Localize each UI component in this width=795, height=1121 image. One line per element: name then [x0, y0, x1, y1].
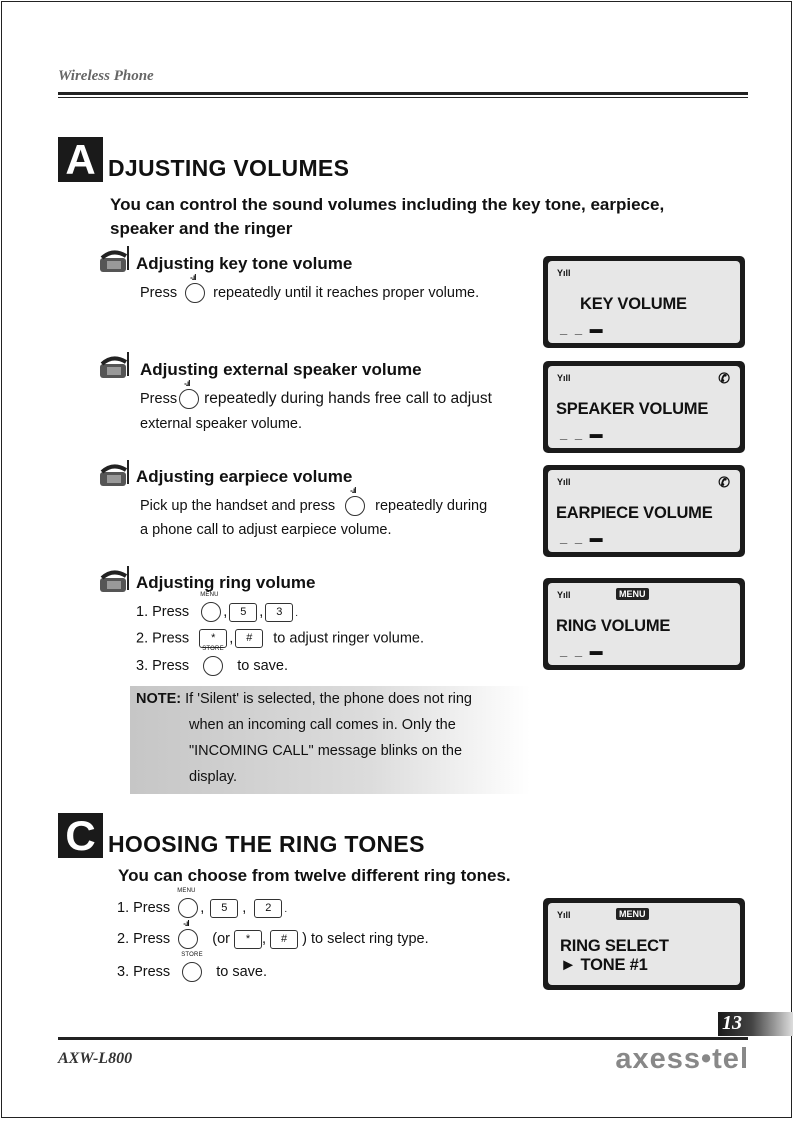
- phone-icon: [98, 350, 132, 384]
- tone-step-1: 1. Press MENU , 5 , 2 .: [117, 898, 287, 918]
- volume-key[interactable]: -.ıl: [345, 496, 365, 516]
- header-title: Wireless Phone: [58, 68, 154, 84]
- section-c-title: HOOSING THE RING TONES: [108, 831, 425, 857]
- volume-key[interactable]: -.ıl: [185, 283, 205, 303]
- menu-indicator: MENU: [616, 908, 649, 920]
- key-5[interactable]: 5: [210, 899, 238, 918]
- tone-step-3: 3. Press STORE to save.: [117, 962, 267, 982]
- handset-icon: ✆: [718, 370, 730, 386]
- lcd-key-volume: [543, 256, 745, 348]
- page-number: 13: [722, 1012, 742, 1034]
- volume-bars: _ _ ▬: [560, 643, 605, 658]
- signal-icon: Yıll: [557, 373, 571, 383]
- note-line-2: when an incoming call comes in. Only the: [189, 717, 456, 733]
- volume-bars: _ _ ▬: [560, 530, 605, 545]
- ring-step-3: 3. Press STORE to save.: [136, 656, 288, 676]
- key-3[interactable]: 3: [265, 603, 293, 622]
- lcd-ring-select-text: RING SELECT: [560, 937, 669, 955]
- signal-icon: Yıll: [557, 477, 571, 487]
- brand-logo: axess•tel: [615, 1043, 749, 1075]
- earpiece-title: Adjusting earpiece volume: [136, 467, 353, 486]
- volume-bars: _ _ ▬: [560, 321, 605, 336]
- store-key[interactable]: STORE: [203, 656, 223, 676]
- header-rule: [58, 92, 748, 95]
- lcd-earpiece-volume-text: EARPIECE VOLUME: [556, 504, 713, 522]
- section-a-intro-2: speaker and the ringer: [110, 219, 293, 238]
- lcd-earpiece-volume: [543, 465, 745, 557]
- ring-step-2: 2. Press * , # to adjust ringer volume.: [136, 630, 424, 647]
- speaker-instruction-2: external speaker volume.: [140, 416, 302, 432]
- phone-icon: [98, 564, 132, 598]
- volume-key[interactable]: -.ıl: [178, 929, 198, 949]
- note-box: [130, 686, 530, 794]
- key-tone-instruction: Press -.ıl repeatedly until it reaches proper volume.: [140, 283, 479, 303]
- volume-bars: _ _ ▬: [560, 426, 605, 441]
- speaker-instruction: Press -.ıl repeatedly during hands free call to adjust: [140, 389, 492, 409]
- speaker-title: Adjusting external speaker volume: [140, 360, 422, 379]
- menu-key[interactable]: MENU: [201, 602, 221, 622]
- footer-rule: [58, 1037, 748, 1040]
- volume-key[interactable]: -.ıl: [179, 389, 199, 409]
- note-line-1: NOTE: If 'Silent' is selected, the phone does not ring: [136, 691, 472, 707]
- section-a-intro-1: You can control the sound volumes including the key tone, earpiece,: [110, 195, 665, 214]
- key-2[interactable]: 2: [254, 899, 282, 918]
- key-tone-title: Adjusting key tone volume: [136, 254, 353, 273]
- earpiece-instruction-2: a phone call to adjust earpiece volume.: [140, 522, 392, 538]
- section-c-letter: C: [58, 813, 103, 858]
- key-5[interactable]: 5: [229, 603, 257, 622]
- menu-key[interactable]: MENU: [178, 898, 198, 918]
- signal-icon: Yıll: [557, 590, 571, 600]
- ring-title: Adjusting ring volume: [136, 573, 316, 592]
- store-key[interactable]: STORE: [182, 962, 202, 982]
- lcd-key-volume-text: KEY VOLUME: [580, 295, 687, 313]
- hash-key[interactable]: #: [270, 930, 298, 949]
- lcd-speaker-volume-text: SPEAKER VOLUME: [556, 400, 709, 418]
- handset-icon: ✆: [718, 474, 730, 490]
- lcd-tone-text: ► TONE #1: [560, 956, 648, 974]
- menu-indicator: MENU: [616, 588, 649, 600]
- phone-icon: [98, 244, 132, 278]
- star-key[interactable]: *: [234, 930, 262, 949]
- lcd-ring-select: [543, 898, 745, 990]
- signal-icon: Yıll: [557, 910, 571, 920]
- section-c-intro: You can choose from twelve different ring tones.: [118, 866, 511, 885]
- tone-step-2: 2. Press -.ıl (or * , # ) to select ring type.: [117, 929, 429, 949]
- note-line-3: "INCOMING CALL" message blinks on the: [189, 743, 463, 759]
- phone-icon: [98, 458, 132, 492]
- model-name: AXW-L800: [58, 1050, 133, 1067]
- lcd-speaker-volume: [543, 361, 745, 453]
- signal-icon: Yıll: [557, 268, 571, 278]
- earpiece-instruction: Pick up the handset and press -.ıl repeatedly during: [140, 496, 487, 516]
- note-line-4: display.: [189, 769, 238, 785]
- section-a-title: DJUSTING VOLUMES: [108, 155, 350, 181]
- hash-key[interactable]: #: [235, 629, 263, 648]
- ring-step-1: 1. Press MENU , 5 , 3 .: [136, 602, 298, 622]
- section-a-letter: A: [58, 137, 103, 182]
- star-key[interactable]: *: [199, 629, 227, 648]
- lcd-ring-volume: [543, 578, 745, 670]
- lcd-ring-volume-text: RING VOLUME: [556, 617, 671, 635]
- header-rule-thin: [58, 97, 748, 98]
